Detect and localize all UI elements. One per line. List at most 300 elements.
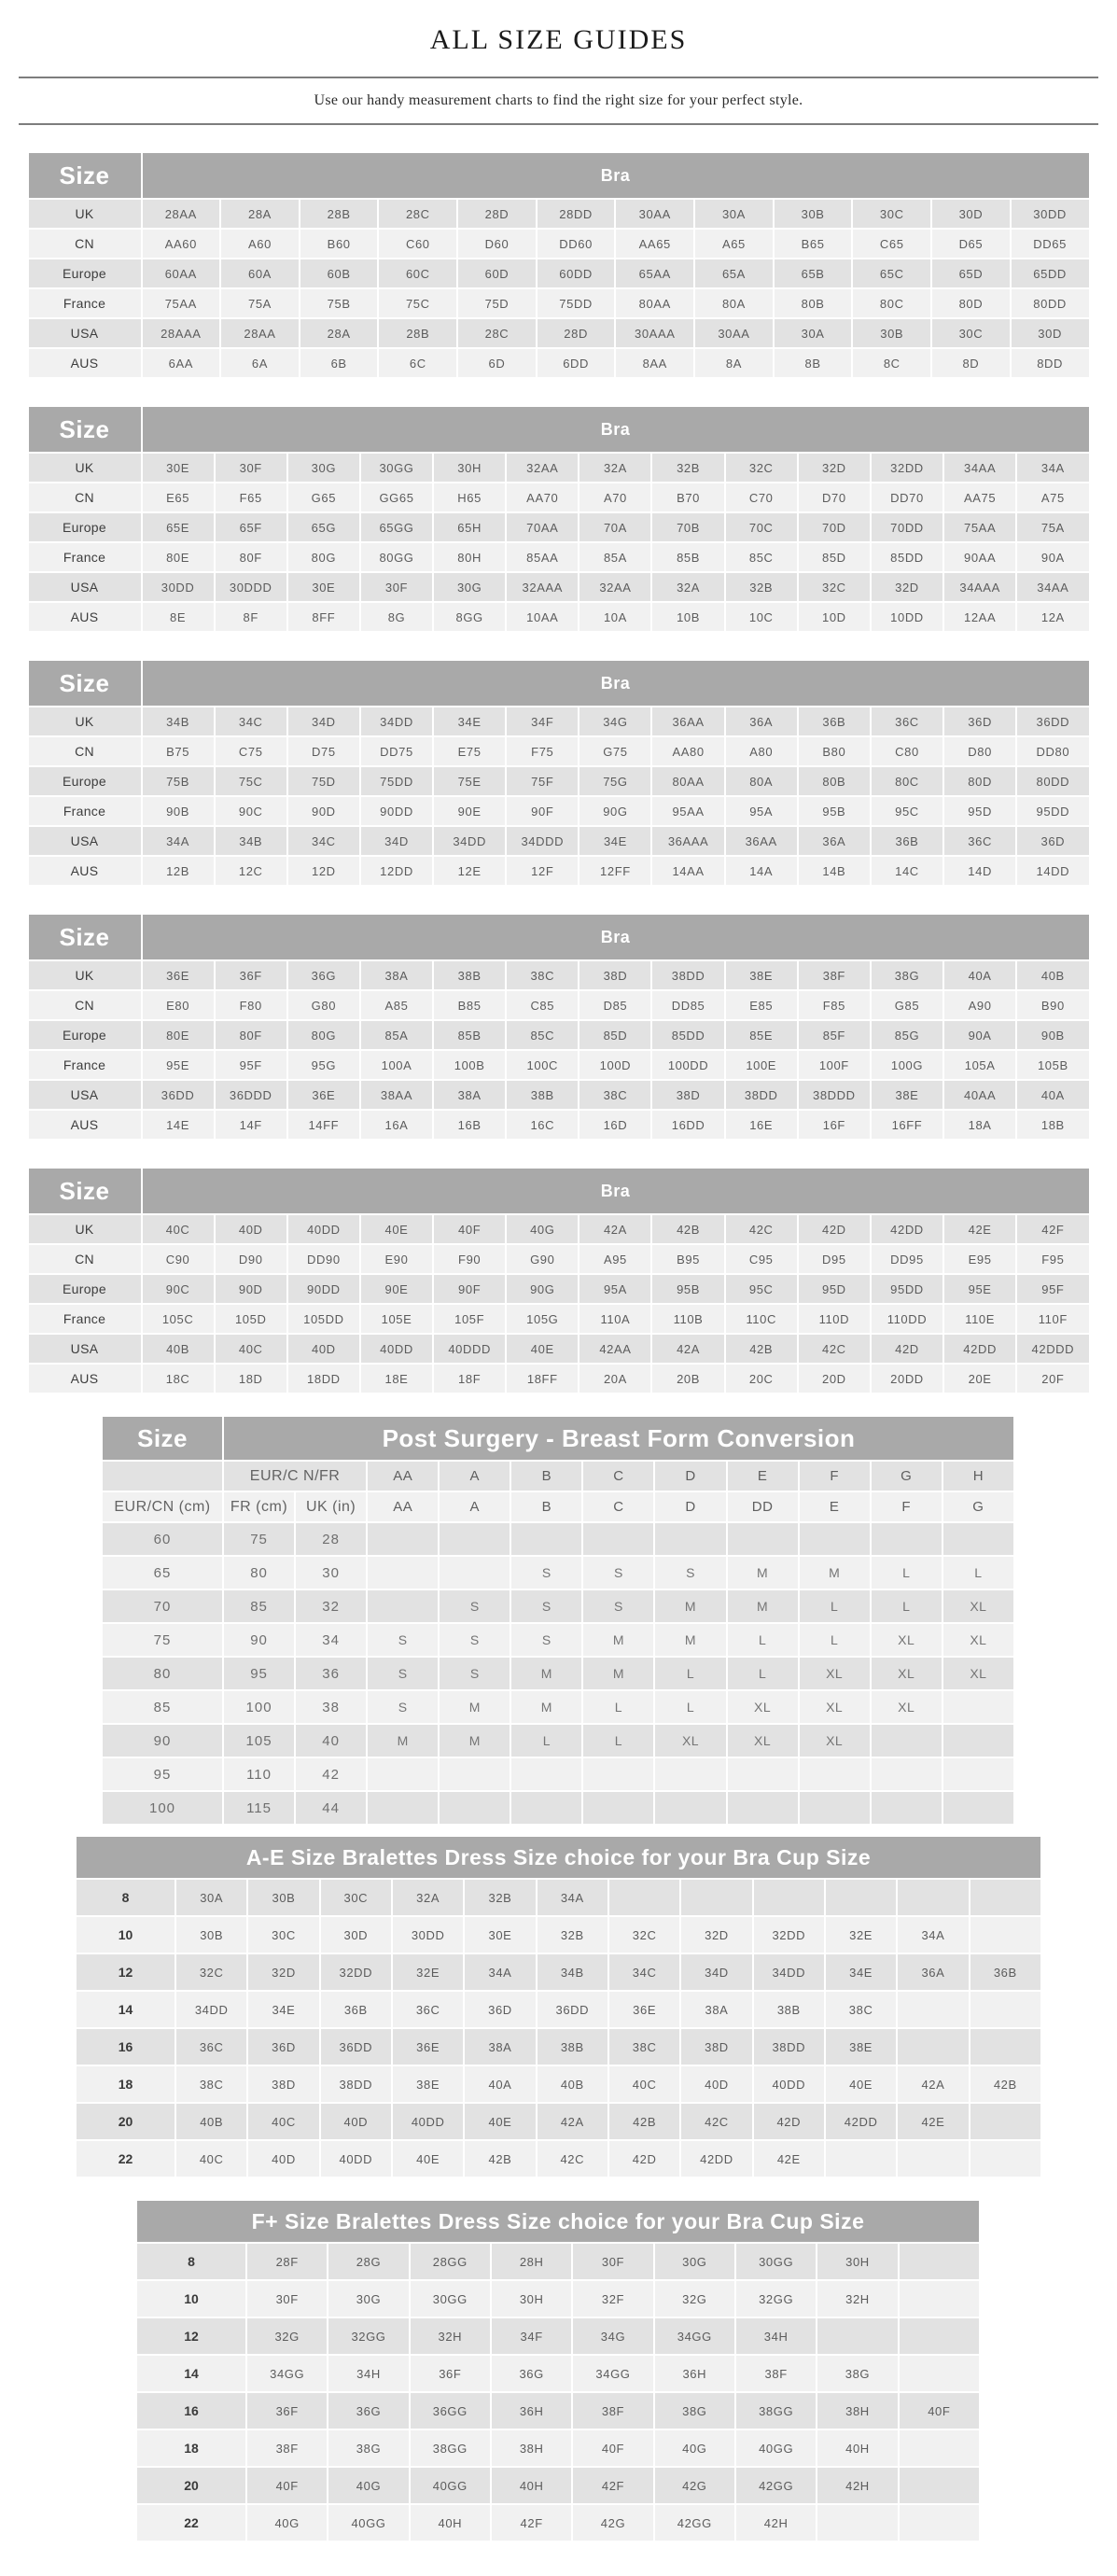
bralette-size-cell: 30B bbox=[248, 1880, 318, 1915]
size-cell: 75AA bbox=[143, 289, 220, 317]
band-size-cell: 80 bbox=[224, 1557, 294, 1589]
size-cell: 60A bbox=[221, 259, 299, 287]
cup-header: C bbox=[583, 1462, 653, 1491]
size-cell: 34AA bbox=[1017, 573, 1088, 601]
band-size-cell: 110 bbox=[224, 1758, 294, 1790]
size-cell: 36D bbox=[944, 707, 1015, 735]
top-divider bbox=[19, 77, 1098, 78]
size-cell: 90A bbox=[1017, 543, 1088, 571]
size-cell: 30H bbox=[434, 454, 505, 482]
size-cell: 36DDD bbox=[216, 1081, 286, 1109]
size-cell: C65 bbox=[853, 230, 930, 258]
bralette-size-cell: 36C bbox=[393, 1992, 463, 2027]
size-cell: 70AA bbox=[507, 513, 578, 541]
size-cell: 12C bbox=[216, 857, 286, 885]
bralette-row bbox=[77, 2029, 1040, 2065]
size-cell: F75 bbox=[507, 737, 578, 765]
cup-header: B bbox=[511, 1462, 581, 1491]
conversion-cell bbox=[943, 1691, 1013, 1723]
bralette-size-cell: 38E bbox=[393, 2066, 463, 2102]
bralette-row bbox=[137, 2393, 979, 2429]
bralette-table bbox=[135, 2199, 981, 2542]
size-cell: 105C bbox=[143, 1305, 214, 1333]
size-cell: D70 bbox=[799, 483, 870, 511]
bralette-size-cell: 42DD bbox=[826, 2104, 896, 2139]
size-cell: 95C bbox=[726, 1275, 797, 1303]
size-cell: 40C bbox=[143, 1215, 214, 1243]
bralette-size-cell bbox=[817, 2318, 897, 2354]
size-cell: 85C bbox=[726, 543, 797, 571]
conversion-cell: XL bbox=[655, 1725, 725, 1757]
conversion-cell bbox=[511, 1523, 581, 1555]
region-label: CN bbox=[29, 737, 141, 765]
conversion-cell: L bbox=[655, 1691, 725, 1723]
conversion-cell: XL bbox=[800, 1658, 870, 1689]
bralette-size-cell: 42C bbox=[681, 2104, 751, 2139]
post-surgery-row bbox=[103, 1691, 1013, 1723]
region-label: CN bbox=[29, 483, 141, 511]
size-cell: A90 bbox=[944, 991, 1015, 1019]
bralette-size-cell: 36DD bbox=[538, 1992, 607, 2027]
size-cell: 80D bbox=[944, 767, 1015, 795]
band-size-cell: 75 bbox=[224, 1523, 294, 1555]
size-cell: 38E bbox=[872, 1081, 942, 1109]
size-cell: A60 bbox=[221, 230, 299, 258]
cup-header: DD bbox=[728, 1492, 798, 1521]
size-cell: 32C bbox=[726, 454, 797, 482]
size-cell: 32A bbox=[652, 573, 723, 601]
size-cell: 36C bbox=[944, 827, 1015, 855]
region-label: USA bbox=[29, 319, 141, 347]
size-cell: 85DD bbox=[872, 543, 942, 571]
dress-size-label: 16 bbox=[137, 2393, 245, 2429]
size-cell: 90D bbox=[216, 1275, 286, 1303]
conversion-cell: L bbox=[583, 1691, 653, 1723]
size-cell: 30G bbox=[288, 454, 359, 482]
conversion-cell: L bbox=[800, 1624, 870, 1656]
size-cell: 14E bbox=[143, 1111, 214, 1139]
size-cell: 34AA bbox=[944, 454, 1015, 482]
size-cell: 90A bbox=[944, 1021, 1015, 1049]
conversion-cell bbox=[872, 1758, 942, 1790]
bralette-size-cell: 36DD bbox=[321, 2029, 391, 2065]
conversion-cell: XL bbox=[728, 1691, 798, 1723]
bralette-row bbox=[77, 2141, 1040, 2177]
conversion-cell: XL bbox=[728, 1725, 798, 1757]
bralette-size-cell: 34DD bbox=[754, 1954, 824, 1990]
post-surgery-row bbox=[103, 1557, 1013, 1589]
bralette-size-cell: 32G bbox=[655, 2281, 734, 2317]
size-cell: 65G bbox=[288, 513, 359, 541]
size-cell: 38B bbox=[434, 961, 505, 989]
size-cell: 80G bbox=[288, 1021, 359, 1049]
size-cell: 32C bbox=[799, 573, 870, 601]
size-cell: 8DD bbox=[1012, 349, 1089, 377]
size-cell: 75DD bbox=[361, 767, 432, 795]
band-size-cell: 36 bbox=[296, 1658, 366, 1689]
region-label: UK bbox=[29, 707, 141, 735]
size-cell: 75AA bbox=[944, 513, 1015, 541]
size-cell: 36B bbox=[872, 827, 942, 855]
size-cell: 90DD bbox=[361, 797, 432, 825]
size-cell: D90 bbox=[216, 1245, 286, 1273]
band-size-cell: 30 bbox=[296, 1557, 366, 1589]
bra-table-row bbox=[29, 1335, 1089, 1363]
bralette-size-cell: 40DD bbox=[754, 2066, 824, 2102]
dress-size-label: 8 bbox=[137, 2244, 245, 2279]
conversion-cell: M bbox=[440, 1725, 510, 1757]
bralette-size-cell: 38F bbox=[247, 2430, 327, 2466]
size-cell: 28B bbox=[300, 200, 378, 228]
size-cell: 85D bbox=[579, 1021, 650, 1049]
size-cell: 65D bbox=[932, 259, 1010, 287]
size-cell: 34DD bbox=[434, 827, 505, 855]
conversion-cell bbox=[728, 1523, 798, 1555]
region-label: Europe bbox=[29, 1275, 141, 1303]
conversion-cell bbox=[440, 1758, 510, 1790]
size-cell: 20B bbox=[652, 1365, 723, 1393]
size-cell: 60C bbox=[379, 259, 456, 287]
conversion-cell: XL bbox=[872, 1691, 942, 1723]
size-cell: 40F bbox=[434, 1215, 505, 1243]
bralette-size-cell: 36D bbox=[465, 1992, 535, 2027]
bra-size-table bbox=[27, 659, 1091, 887]
bralette-size-cell: 38F bbox=[573, 2393, 652, 2429]
size-cell: 10A bbox=[579, 603, 650, 631]
dress-size-label: 12 bbox=[137, 2318, 245, 2354]
size-cell: 40B bbox=[143, 1335, 214, 1363]
conversion-cell: M bbox=[728, 1590, 798, 1622]
bralette-size-cell: 34DD bbox=[176, 1992, 246, 2027]
bra-category-header: Bra bbox=[143, 407, 1089, 452]
bra-table-row bbox=[29, 454, 1089, 482]
conversion-cell bbox=[440, 1792, 510, 1824]
bralette-size-cell: 40H bbox=[817, 2430, 897, 2466]
size-cell: 105A bbox=[944, 1051, 1015, 1079]
size-cell: A80 bbox=[726, 737, 797, 765]
size-cell: 105D bbox=[216, 1305, 286, 1333]
bra-table-row bbox=[29, 259, 1089, 287]
size-cell: 32D bbox=[872, 573, 942, 601]
bralette-size-cell: 42H bbox=[817, 2468, 897, 2503]
conversion-cell: M bbox=[511, 1658, 581, 1689]
bra-table-row bbox=[29, 961, 1089, 989]
bra-table-row bbox=[29, 1051, 1089, 1079]
size-cell: D95 bbox=[799, 1245, 870, 1273]
size-cell: G65 bbox=[288, 483, 359, 511]
size-cell: 42F bbox=[1017, 1215, 1088, 1243]
region-label: Europe bbox=[29, 513, 141, 541]
bralette-size-cell: 40B bbox=[538, 2066, 607, 2102]
size-cell: 95F bbox=[1017, 1275, 1088, 1303]
bralette-size-cell bbox=[970, 1917, 1040, 1953]
dress-size-label: 22 bbox=[137, 2505, 245, 2541]
bralette-size-cell: 40DD bbox=[321, 2141, 391, 2177]
post-surgery-row bbox=[103, 1624, 1013, 1656]
size-cell: 34AAA bbox=[944, 573, 1015, 601]
subtitle-divider bbox=[19, 123, 1098, 125]
bralette-size-cell: 36G bbox=[328, 2393, 408, 2429]
bralette-size-cell bbox=[970, 2104, 1040, 2139]
size-cell: 100A bbox=[361, 1051, 432, 1079]
page-title: ALL SIZE GUIDES bbox=[429, 24, 688, 55]
blank-cell bbox=[103, 1462, 222, 1491]
size-cell: 60D bbox=[458, 259, 536, 287]
bralette-size-cell: 40DD bbox=[393, 2104, 463, 2139]
bralette-size-cell: 36C bbox=[176, 2029, 246, 2065]
size-header-cell: Size bbox=[29, 915, 141, 959]
size-cell: 80AA bbox=[652, 767, 723, 795]
bralette-size-cell: 38C bbox=[176, 2066, 246, 2102]
bralette-size-cell: 38A bbox=[465, 2029, 535, 2065]
bralette-size-cell: 38B bbox=[754, 1992, 824, 2027]
conversion-cell: M bbox=[583, 1658, 653, 1689]
size-cell: 85AA bbox=[507, 543, 578, 571]
conversion-cell: L bbox=[872, 1557, 942, 1589]
dress-size-label: 18 bbox=[137, 2430, 245, 2466]
conversion-cell bbox=[943, 1523, 1013, 1555]
size-cell: DD60 bbox=[538, 230, 615, 258]
size-cell: 34E bbox=[579, 827, 650, 855]
region-label: AUS bbox=[29, 1365, 141, 1393]
size-cell: 36AAA bbox=[652, 827, 723, 855]
size-cell: 100C bbox=[507, 1051, 578, 1079]
size-cell: 18C bbox=[143, 1365, 214, 1393]
size-cell: 110E bbox=[944, 1305, 1015, 1333]
conversion-cell bbox=[872, 1725, 942, 1757]
size-cell: 80F bbox=[216, 543, 286, 571]
bralette-size-cell: 32C bbox=[176, 1954, 246, 1990]
size-cell: 38DD bbox=[726, 1081, 797, 1109]
bralette-size-cell bbox=[898, 2029, 968, 2065]
bra-table-row bbox=[29, 1111, 1089, 1139]
bralette-size-cell: 38GG bbox=[736, 2393, 816, 2429]
bra-size-table bbox=[27, 913, 1091, 1141]
region-label: UK bbox=[29, 200, 141, 228]
size-cell: 34DDD bbox=[507, 827, 578, 855]
bralette-size-cell: 38D bbox=[248, 2066, 318, 2102]
bralette-size-cell: 30D bbox=[321, 1917, 391, 1953]
size-cell: 36DD bbox=[143, 1081, 214, 1109]
region-label: UK bbox=[29, 1215, 141, 1243]
size-cell: 105B bbox=[1017, 1051, 1088, 1079]
bralette-size-cell: 30E bbox=[465, 1917, 535, 1953]
band-size-cell: 85 bbox=[103, 1691, 222, 1723]
conversion-cell: L bbox=[583, 1725, 653, 1757]
bralette-size-cell: 36D bbox=[248, 2029, 318, 2065]
size-cell: 85DD bbox=[652, 1021, 723, 1049]
size-cell: 42E bbox=[944, 1215, 1015, 1243]
size-cell: 80AA bbox=[616, 289, 693, 317]
conversion-cell bbox=[511, 1792, 581, 1824]
size-cell: 16C bbox=[507, 1111, 578, 1139]
size-cell: 30F bbox=[216, 454, 286, 482]
bralette-size-cell bbox=[681, 1880, 751, 1915]
conversion-cell bbox=[728, 1792, 798, 1824]
region-label: France bbox=[29, 1051, 141, 1079]
bralette-size-cell: 36B bbox=[321, 1992, 391, 2027]
bralette-size-cell bbox=[826, 2141, 896, 2177]
size-cell: AA60 bbox=[143, 230, 220, 258]
size-cell: DD75 bbox=[361, 737, 432, 765]
size-cell: 20E bbox=[944, 1365, 1015, 1393]
conversion-cell bbox=[872, 1792, 942, 1824]
bralette-row bbox=[137, 2505, 979, 2541]
conversion-cell: S bbox=[440, 1590, 510, 1622]
conversion-cell bbox=[655, 1792, 725, 1824]
size-cell: 34D bbox=[288, 707, 359, 735]
size-cell: 65GG bbox=[361, 513, 432, 541]
bralette-size-cell bbox=[817, 2505, 897, 2541]
bralette-size-cell: 38G bbox=[655, 2393, 734, 2429]
bralette-size-cell: 40D bbox=[248, 2141, 318, 2177]
conversion-cell: XL bbox=[943, 1624, 1013, 1656]
bra-tables-section bbox=[0, 151, 1117, 1394]
bralette-size-cell: 30GG bbox=[411, 2281, 490, 2317]
post-surgery-row bbox=[103, 1725, 1013, 1757]
size-cell: A95 bbox=[579, 1245, 650, 1273]
size-cell: B75 bbox=[143, 737, 214, 765]
size-cell: 75D bbox=[288, 767, 359, 795]
bra-table-row bbox=[29, 319, 1089, 347]
size-cell: 6B bbox=[300, 349, 378, 377]
bralette-size-cell bbox=[900, 2244, 979, 2279]
bralette-size-cell: 30DD bbox=[393, 1917, 463, 1953]
cup-header: AA bbox=[368, 1492, 438, 1521]
bra-table-row bbox=[29, 543, 1089, 571]
size-cell: H65 bbox=[434, 483, 505, 511]
size-cell: DD65 bbox=[1012, 230, 1089, 258]
size-cell: DD80 bbox=[1017, 737, 1088, 765]
size-cell: 65E bbox=[143, 513, 214, 541]
bralette-size-cell: 42H bbox=[736, 2505, 816, 2541]
size-cell: AA70 bbox=[507, 483, 578, 511]
size-cell: 110F bbox=[1017, 1305, 1088, 1333]
band-size-cell: 100 bbox=[224, 1691, 294, 1723]
bralette-size-cell: 32B bbox=[538, 1917, 607, 1953]
bralette-size-cell: 34E bbox=[248, 1992, 318, 2027]
size-cell: 85A bbox=[579, 543, 650, 571]
size-cell: 75A bbox=[1017, 513, 1088, 541]
bralette-size-cell bbox=[609, 1880, 679, 1915]
bralette-size-cell: 34A bbox=[465, 1954, 535, 1990]
size-cell: 70A bbox=[579, 513, 650, 541]
bralette-size-cell: 36B bbox=[970, 1954, 1040, 1990]
size-cell: 14D bbox=[944, 857, 1015, 885]
size-cell: 105F bbox=[434, 1305, 505, 1333]
size-cell: 34B bbox=[216, 827, 286, 855]
size-cell: 30E bbox=[288, 573, 359, 601]
region-label: France bbox=[29, 1305, 141, 1333]
conversion-cell: XL bbox=[800, 1725, 870, 1757]
bralette-size-cell: 32G bbox=[247, 2318, 327, 2354]
bralette-size-cell: 32DD bbox=[754, 1917, 824, 1953]
size-cell: 16A bbox=[361, 1111, 432, 1139]
conversion-cell bbox=[511, 1758, 581, 1790]
region-label: UK bbox=[29, 454, 141, 482]
conversion-cell bbox=[728, 1758, 798, 1790]
size-cell: AA65 bbox=[616, 230, 693, 258]
size-cell: 28AAA bbox=[143, 319, 220, 347]
bra-table-header-row bbox=[29, 1169, 1089, 1213]
conversion-cell: L bbox=[728, 1658, 798, 1689]
size-cell: 40C bbox=[216, 1335, 286, 1363]
size-cell: 8G bbox=[361, 603, 432, 631]
bralette-size-cell: 40E bbox=[393, 2141, 463, 2177]
size-cell: 60DD bbox=[538, 259, 615, 287]
bralette-size-cell: 32D bbox=[681, 1917, 751, 1953]
bralette-size-cell: 36F bbox=[411, 2356, 490, 2391]
bralette-size-cell: 28F bbox=[247, 2244, 327, 2279]
size-cell: 12FF bbox=[579, 857, 650, 885]
size-cell: 80G bbox=[288, 543, 359, 571]
bralette-size-cell: 42DD bbox=[681, 2141, 751, 2177]
bralette-size-cell: 34E bbox=[826, 1954, 896, 1990]
size-cell: 40D bbox=[288, 1335, 359, 1363]
size-cell: 40DDD bbox=[434, 1335, 505, 1363]
conversion-cell: S bbox=[511, 1557, 581, 1589]
size-cell: 36E bbox=[143, 961, 214, 989]
size-cell: D65 bbox=[932, 230, 1010, 258]
bralette-size-cell: 40C bbox=[609, 2066, 679, 2102]
cup-header: A bbox=[440, 1492, 510, 1521]
size-cell: 6DD bbox=[538, 349, 615, 377]
size-cell: 42DD bbox=[944, 1335, 1015, 1363]
conversion-cell bbox=[368, 1557, 438, 1589]
size-cell: 32B bbox=[652, 454, 723, 482]
bralette-size-cell: 40A bbox=[465, 2066, 535, 2102]
size-cell: 32AAA bbox=[507, 573, 578, 601]
size-cell: 65C bbox=[853, 259, 930, 287]
size-cell: 80B bbox=[799, 767, 870, 795]
conversion-cell: XL bbox=[872, 1658, 942, 1689]
size-cell: 60AA bbox=[143, 259, 220, 287]
bralette-size-cell: 28G bbox=[328, 2244, 408, 2279]
size-cell: 18A bbox=[944, 1111, 1015, 1139]
bralette-size-cell bbox=[900, 2318, 979, 2354]
region-label: CN bbox=[29, 991, 141, 1019]
bralette-table bbox=[75, 1835, 1042, 2178]
size-cell: 28AA bbox=[221, 319, 299, 347]
size-cell: 60B bbox=[300, 259, 378, 287]
size-cell: 90E bbox=[361, 1275, 432, 1303]
bralette-row bbox=[77, 1917, 1040, 1953]
bralette-size-cell: 36H bbox=[492, 2393, 571, 2429]
bralette-size-cell bbox=[898, 2141, 968, 2177]
bralette-size-cell: 32F bbox=[573, 2281, 652, 2317]
size-cell: 100DD bbox=[652, 1051, 723, 1079]
size-cell: 85D bbox=[799, 543, 870, 571]
size-cell: 95F bbox=[216, 1051, 286, 1079]
bralette-size-cell: 30C bbox=[248, 1917, 318, 1953]
size-cell: C75 bbox=[216, 737, 286, 765]
cup-header: G bbox=[872, 1462, 942, 1491]
bra-category-header: Bra bbox=[143, 153, 1089, 198]
conversion-cell: M bbox=[368, 1725, 438, 1757]
bralette-row bbox=[77, 1954, 1040, 1990]
bralette-size-cell: 30H bbox=[492, 2281, 571, 2317]
size-cell: 6C bbox=[379, 349, 456, 377]
size-cell: 20F bbox=[1017, 1365, 1088, 1393]
bralette-size-cell: 38DD bbox=[754, 2029, 824, 2065]
bralette-size-cell: 34GG bbox=[655, 2318, 734, 2354]
bra-table-row bbox=[29, 1215, 1089, 1243]
conversion-cell bbox=[368, 1758, 438, 1790]
size-cell: B65 bbox=[775, 230, 852, 258]
bralette-size-cell: 32DD bbox=[321, 1954, 391, 1990]
bra-table-row bbox=[29, 573, 1089, 601]
bralette-title: A-E Size Bralettes Dress Size choice for your Bra Cup Size bbox=[77, 1837, 1040, 1878]
